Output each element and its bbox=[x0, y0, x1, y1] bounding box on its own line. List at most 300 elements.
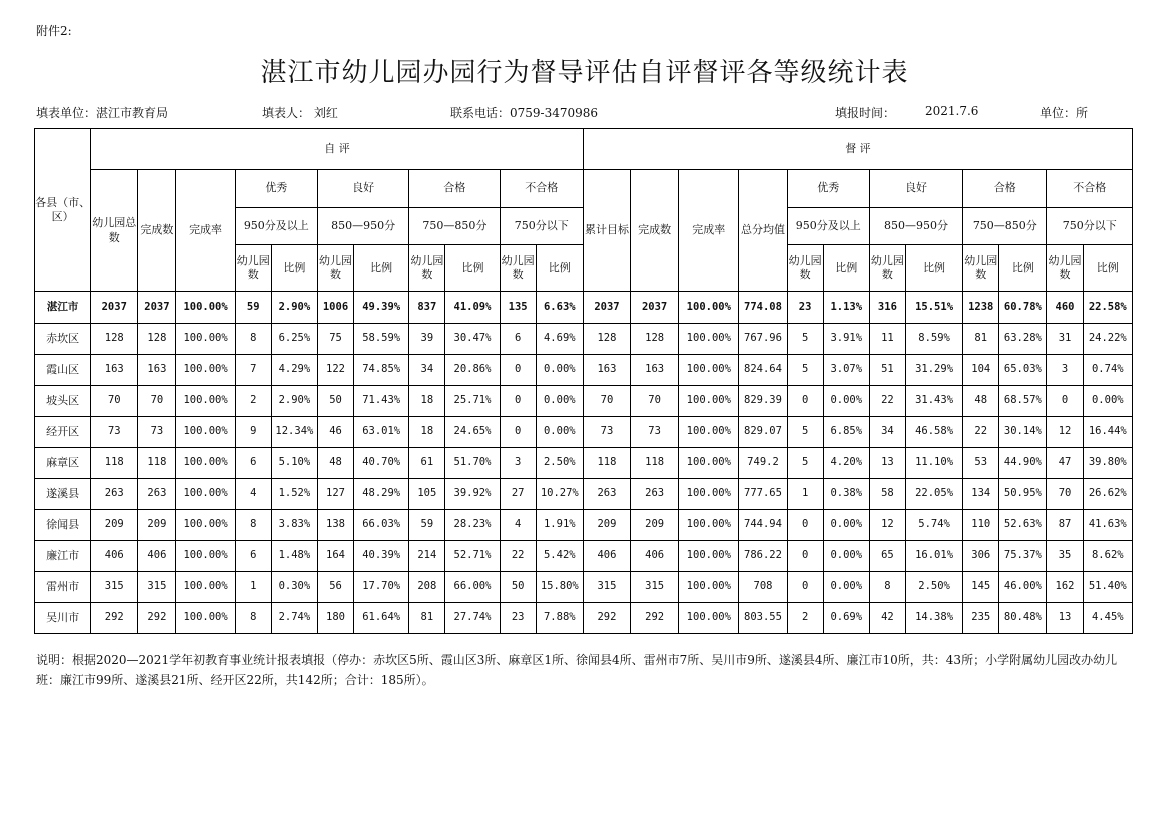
county-name-cell: 遂溪县 bbox=[35, 479, 91, 510]
header-pass: 合格 bbox=[409, 170, 500, 208]
table-cell: 100.00% bbox=[176, 479, 235, 510]
table-cell: 118 bbox=[91, 448, 138, 479]
table-cell: 68.57% bbox=[999, 386, 1047, 417]
county-name-cell: 麻章区 bbox=[35, 448, 91, 479]
table-cell: 7.88% bbox=[536, 603, 583, 634]
table-cell: 263 bbox=[138, 479, 176, 510]
header-ratio: 比例 bbox=[999, 245, 1047, 292]
county-name-cell: 吴川市 bbox=[35, 603, 91, 634]
table-cell: 30.14% bbox=[999, 417, 1047, 448]
header-supervise-completion-rate: 完成率 bbox=[679, 170, 739, 292]
table-cell: 22 bbox=[963, 417, 999, 448]
table-cell: 34 bbox=[869, 417, 905, 448]
header-pass-range: 750—850分 bbox=[409, 208, 500, 245]
table-cell: 292 bbox=[631, 603, 679, 634]
table-cell: 0.38% bbox=[823, 479, 869, 510]
table-cell: 134 bbox=[963, 479, 999, 510]
table-cell: 4.20% bbox=[823, 448, 869, 479]
table-cell: 22 bbox=[500, 541, 536, 572]
table-cell: 51.40% bbox=[1083, 572, 1132, 603]
table-cell: 315 bbox=[583, 572, 630, 603]
table-cell: 406 bbox=[91, 541, 138, 572]
table-cell: 315 bbox=[138, 572, 176, 603]
county-name-cell: 霞山区 bbox=[35, 355, 91, 386]
table-cell: 40.70% bbox=[354, 448, 409, 479]
table-cell: 15.51% bbox=[905, 292, 962, 324]
county-name-cell: 经开区 bbox=[35, 417, 91, 448]
header-kg-count: 幼儿园数 bbox=[869, 245, 905, 292]
table-cell: 1238 bbox=[963, 292, 999, 324]
table-cell: 263 bbox=[91, 479, 138, 510]
header-avg-score: 总分均值 bbox=[739, 170, 787, 292]
table-cell: 3.07% bbox=[823, 355, 869, 386]
table-cell: 209 bbox=[91, 510, 138, 541]
table-cell: 235 bbox=[963, 603, 999, 634]
table-row bbox=[35, 479, 1133, 510]
table-cell: 0.00% bbox=[823, 510, 869, 541]
table-cell: 24.22% bbox=[1083, 324, 1132, 355]
table-cell: 1 bbox=[787, 479, 823, 510]
header-supervise-fail-range: 750分以下 bbox=[1047, 208, 1133, 245]
header-supervise-eval: 督 评 bbox=[583, 129, 1132, 170]
table-cell: 63.01% bbox=[354, 417, 409, 448]
table-cell: 59 bbox=[409, 510, 445, 541]
footnote: 说明：根据2020—2021学年初教育事业统计报表填报（停办：赤坎区5所、霞山区3所、麻章区1所、徐闻县4所、雷州市7所、吴川市9所、遂溪县4所、廉江市10所，共：43所；小学附属幼儿园改办幼儿班：廉江市99所、遂溪县21所、经开区22所，共142所；合计：185所）。 bbox=[36, 653, 1118, 687]
table-cell: 164 bbox=[317, 541, 353, 572]
table-cell: 2.50% bbox=[536, 448, 583, 479]
table-cell: 6 bbox=[235, 541, 271, 572]
header-cumulative-target: 累计目标 bbox=[583, 170, 630, 292]
table-cell: 41.63% bbox=[1083, 510, 1132, 541]
table-cell: 209 bbox=[583, 510, 630, 541]
table-cell: 12 bbox=[1047, 417, 1083, 448]
header-supervise-excellent: 优秀 bbox=[787, 170, 869, 208]
table-cell: 56 bbox=[317, 572, 353, 603]
table-cell: 208 bbox=[409, 572, 445, 603]
table-cell: 180 bbox=[317, 603, 353, 634]
table-cell: 51.70% bbox=[445, 448, 500, 479]
county-name-cell: 湛江市 bbox=[35, 292, 91, 324]
table-cell: 13 bbox=[869, 448, 905, 479]
table-row bbox=[35, 448, 1133, 479]
table-cell: 66.03% bbox=[354, 510, 409, 541]
table-cell: 0.00% bbox=[536, 355, 583, 386]
table-cell: 0 bbox=[787, 386, 823, 417]
table-cell: 24.65% bbox=[445, 417, 500, 448]
table-cell: 4 bbox=[235, 479, 271, 510]
table-cell: 0.30% bbox=[271, 572, 317, 603]
table-row bbox=[35, 324, 1133, 355]
table-cell: 105 bbox=[409, 479, 445, 510]
table-cell: 292 bbox=[583, 603, 630, 634]
table-cell: 128 bbox=[583, 324, 630, 355]
table-cell: 23 bbox=[500, 603, 536, 634]
table-cell: 315 bbox=[631, 572, 679, 603]
table-cell: 2.90% bbox=[271, 292, 317, 324]
table-cell: 14.38% bbox=[905, 603, 962, 634]
table-cell: 65.03% bbox=[999, 355, 1047, 386]
table-cell: 0.00% bbox=[823, 541, 869, 572]
table-cell: 5 bbox=[787, 417, 823, 448]
table-cell: 2 bbox=[235, 386, 271, 417]
table-cell: 2037 bbox=[91, 292, 138, 324]
table-cell: 50 bbox=[317, 386, 353, 417]
table-cell: 708 bbox=[739, 572, 787, 603]
table-cell: 8 bbox=[235, 603, 271, 634]
table-cell: 81 bbox=[963, 324, 999, 355]
table-cell: 4.69% bbox=[536, 324, 583, 355]
header-kg-count: 幼儿园数 bbox=[409, 245, 445, 292]
table-cell: 75 bbox=[317, 324, 353, 355]
table-cell: 9 bbox=[235, 417, 271, 448]
header-good-range: 850—950分 bbox=[317, 208, 408, 245]
table-row bbox=[35, 572, 1133, 603]
table-cell: 0.00% bbox=[536, 417, 583, 448]
table-cell: 100.00% bbox=[679, 386, 739, 417]
table-cell: 3.91% bbox=[823, 324, 869, 355]
table-cell: 209 bbox=[631, 510, 679, 541]
table-cell: 4.29% bbox=[271, 355, 317, 386]
table-cell: 48.29% bbox=[354, 479, 409, 510]
table-cell: 0 bbox=[1047, 386, 1083, 417]
table-cell: 0 bbox=[500, 417, 536, 448]
table-row bbox=[35, 603, 1133, 634]
table-cell: 5 bbox=[787, 448, 823, 479]
table-cell: 81 bbox=[409, 603, 445, 634]
header-supervise-completed: 完成数 bbox=[631, 170, 679, 292]
page-title: 湛江市幼儿园办园行为督导评估自评督评各等级统计表 bbox=[260, 58, 909, 88]
table-cell: 73 bbox=[91, 417, 138, 448]
table-cell: 27 bbox=[500, 479, 536, 510]
table-cell: 48 bbox=[963, 386, 999, 417]
county-name-cell: 坡头区 bbox=[35, 386, 91, 417]
table-cell: 460 bbox=[1047, 292, 1083, 324]
table-cell: 263 bbox=[631, 479, 679, 510]
table-cell: 6.25% bbox=[271, 324, 317, 355]
table-cell: 406 bbox=[583, 541, 630, 572]
table-cell: 0 bbox=[500, 355, 536, 386]
table-cell: 48 bbox=[317, 448, 353, 479]
table-cell: 10.27% bbox=[536, 479, 583, 510]
table-cell: 12 bbox=[869, 510, 905, 541]
header-excellent-range: 950分及以上 bbox=[235, 208, 317, 245]
header-kg-count: 幼儿园数 bbox=[500, 245, 536, 292]
table-cell: 0.74% bbox=[1083, 355, 1132, 386]
header-good: 良好 bbox=[317, 170, 408, 208]
header-supervise-pass-range: 750—850分 bbox=[963, 208, 1047, 245]
table-cell: 71.43% bbox=[354, 386, 409, 417]
table-cell: 73 bbox=[583, 417, 630, 448]
table-cell: 5.74% bbox=[905, 510, 962, 541]
table-cell: 39.80% bbox=[1083, 448, 1132, 479]
table-total-row bbox=[35, 292, 1133, 324]
table-cell: 100.00% bbox=[176, 417, 235, 448]
statistics-table bbox=[34, 128, 1133, 634]
header-supervise-good: 良好 bbox=[869, 170, 962, 208]
table-cell: 316 bbox=[869, 292, 905, 324]
table-cell: 40.39% bbox=[354, 541, 409, 572]
table-cell: 100.00% bbox=[176, 324, 235, 355]
fill-unit: 填表单位：湛江市教育局 bbox=[36, 106, 169, 120]
header-supervise-pass: 合格 bbox=[963, 170, 1047, 208]
header-ratio: 比例 bbox=[823, 245, 869, 292]
header-ratio: 比例 bbox=[1083, 245, 1132, 292]
table-cell: 5 bbox=[787, 355, 823, 386]
table-cell: 100.00% bbox=[176, 541, 235, 572]
table-cell: 2.74% bbox=[271, 603, 317, 634]
table-cell: 163 bbox=[583, 355, 630, 386]
attachment-label: 附件2: bbox=[36, 24, 72, 38]
header-kg-count: 幼儿园数 bbox=[235, 245, 271, 292]
header-supervise-fail: 不合格 bbox=[1047, 170, 1133, 208]
header-supervise-good-range: 850—950分 bbox=[869, 208, 962, 245]
table-cell: 13 bbox=[1047, 603, 1083, 634]
table-cell: 75.37% bbox=[999, 541, 1047, 572]
table-cell: 6.85% bbox=[823, 417, 869, 448]
table-cell: 23 bbox=[787, 292, 823, 324]
table-cell: 4 bbox=[500, 510, 536, 541]
table-cell: 0.00% bbox=[1083, 386, 1132, 417]
table-cell: 20.86% bbox=[445, 355, 500, 386]
header-ratio: 比例 bbox=[536, 245, 583, 292]
table-cell: 749.2 bbox=[739, 448, 787, 479]
county-name-cell: 徐闻县 bbox=[35, 510, 91, 541]
table-cell: 39.92% bbox=[445, 479, 500, 510]
table-cell: 8 bbox=[235, 510, 271, 541]
table-cell: 100.00% bbox=[679, 448, 739, 479]
table-cell: 100.00% bbox=[176, 292, 235, 324]
table-cell: 6 bbox=[500, 324, 536, 355]
table-cell: 292 bbox=[91, 603, 138, 634]
table-cell: 11 bbox=[869, 324, 905, 355]
table-cell: 70 bbox=[138, 386, 176, 417]
table-cell: 41.09% bbox=[445, 292, 500, 324]
table-cell: 63.28% bbox=[999, 324, 1047, 355]
fill-date-label: 填报时间： bbox=[835, 106, 896, 120]
table-cell: 100.00% bbox=[679, 292, 739, 324]
table-cell: 60.78% bbox=[999, 292, 1047, 324]
table-cell: 74.85% bbox=[354, 355, 409, 386]
table-cell: 17.70% bbox=[354, 572, 409, 603]
table-cell: 100.00% bbox=[679, 479, 739, 510]
table-cell: 70 bbox=[631, 386, 679, 417]
table-cell: 8 bbox=[235, 324, 271, 355]
table-cell: 829.39 bbox=[739, 386, 787, 417]
table-cell: 58 bbox=[869, 479, 905, 510]
table-cell: 118 bbox=[138, 448, 176, 479]
table-cell: 1.13% bbox=[823, 292, 869, 324]
table-cell: 31.29% bbox=[905, 355, 962, 386]
table-cell: 110 bbox=[963, 510, 999, 541]
table-cell: 5 bbox=[787, 324, 823, 355]
table-cell: 122 bbox=[317, 355, 353, 386]
table-cell: 6.63% bbox=[536, 292, 583, 324]
fill-date: 2021.7.6 bbox=[925, 104, 979, 118]
table-cell: 127 bbox=[317, 479, 353, 510]
table-cell: 44.90% bbox=[999, 448, 1047, 479]
table-row bbox=[35, 417, 1133, 448]
table-cell: 138 bbox=[317, 510, 353, 541]
table-cell: 22 bbox=[869, 386, 905, 417]
table-cell: 163 bbox=[91, 355, 138, 386]
table-cell: 0.69% bbox=[823, 603, 869, 634]
table-cell: 214 bbox=[409, 541, 445, 572]
header-county: 各县（市、区） bbox=[35, 129, 91, 292]
table-cell: 28.23% bbox=[445, 510, 500, 541]
table-cell: 163 bbox=[138, 355, 176, 386]
county-name-cell: 雷州市 bbox=[35, 572, 91, 603]
county-name-cell: 赤坎区 bbox=[35, 324, 91, 355]
table-cell: 70 bbox=[583, 386, 630, 417]
header-supervise-excellent-range: 950分及以上 bbox=[787, 208, 869, 245]
table-cell: 11.10% bbox=[905, 448, 962, 479]
table-cell: 100.00% bbox=[679, 417, 739, 448]
table-cell: 34 bbox=[409, 355, 445, 386]
table-row bbox=[35, 386, 1133, 417]
table-cell: 50 bbox=[500, 572, 536, 603]
table-cell: 12.34% bbox=[271, 417, 317, 448]
table-cell: 22.58% bbox=[1083, 292, 1132, 324]
table-cell: 0 bbox=[787, 510, 823, 541]
table-cell: 0.00% bbox=[536, 386, 583, 417]
header-kg-count: 幼儿园数 bbox=[1047, 245, 1083, 292]
table-cell: 162 bbox=[1047, 572, 1083, 603]
table-cell: 3.83% bbox=[271, 510, 317, 541]
table-cell: 1 bbox=[235, 572, 271, 603]
table-cell: 777.65 bbox=[739, 479, 787, 510]
table-cell: 5.10% bbox=[271, 448, 317, 479]
contact-phone: 联系电话：0759-3470986 bbox=[450, 106, 599, 120]
table-cell: 26.62% bbox=[1083, 479, 1132, 510]
header-fail-range: 750分以下 bbox=[500, 208, 583, 245]
table-cell: 2 bbox=[787, 603, 823, 634]
table-cell: 16.44% bbox=[1083, 417, 1132, 448]
table-cell: 1006 bbox=[317, 292, 353, 324]
table-cell: 31.43% bbox=[905, 386, 962, 417]
table-cell: 100.00% bbox=[176, 448, 235, 479]
table-cell: 6 bbox=[235, 448, 271, 479]
table-cell: 100.00% bbox=[176, 355, 235, 386]
table-cell: 0.00% bbox=[823, 386, 869, 417]
measure-unit: 单位：所 bbox=[1040, 106, 1089, 120]
table-cell: 3 bbox=[500, 448, 536, 479]
table-cell: 306 bbox=[963, 541, 999, 572]
table-cell: 0 bbox=[500, 386, 536, 417]
table-cell: 8 bbox=[869, 572, 905, 603]
table-cell: 58.59% bbox=[354, 324, 409, 355]
table-cell: 47 bbox=[1047, 448, 1083, 479]
header-completion-rate: 完成率 bbox=[176, 170, 235, 292]
table-cell: 118 bbox=[583, 448, 630, 479]
table-cell: 128 bbox=[631, 324, 679, 355]
table-cell: 31 bbox=[1047, 324, 1083, 355]
table-cell: 27.74% bbox=[445, 603, 500, 634]
header-kg-count: 幼儿园数 bbox=[317, 245, 353, 292]
table-cell: 66.00% bbox=[445, 572, 500, 603]
table-cell: 100.00% bbox=[176, 510, 235, 541]
filler-name: 填表人： 刘红 bbox=[262, 106, 338, 120]
table-cell: 0 bbox=[787, 572, 823, 603]
table-cell: 25.71% bbox=[445, 386, 500, 417]
table-cell: 118 bbox=[631, 448, 679, 479]
header-completed: 完成数 bbox=[138, 170, 176, 292]
table-cell: 53 bbox=[963, 448, 999, 479]
table-cell: 100.00% bbox=[679, 572, 739, 603]
table-cell: 5.42% bbox=[536, 541, 583, 572]
table-cell: 22.05% bbox=[905, 479, 962, 510]
table-cell: 824.64 bbox=[739, 355, 787, 386]
table-cell: 100.00% bbox=[679, 603, 739, 634]
table-cell: 1.91% bbox=[536, 510, 583, 541]
table-cell: 39 bbox=[409, 324, 445, 355]
table-cell: 315 bbox=[91, 572, 138, 603]
table-cell: 2037 bbox=[583, 292, 630, 324]
table-cell: 292 bbox=[138, 603, 176, 634]
table-cell: 128 bbox=[91, 324, 138, 355]
table-row bbox=[35, 541, 1133, 572]
table-cell: 2.50% bbox=[905, 572, 962, 603]
table-cell: 803.55 bbox=[739, 603, 787, 634]
header-fail: 不合格 bbox=[500, 170, 583, 208]
table-cell: 51 bbox=[869, 355, 905, 386]
table-cell: 46.58% bbox=[905, 417, 962, 448]
table-row bbox=[35, 510, 1133, 541]
table-cell: 104 bbox=[963, 355, 999, 386]
table-cell: 7 bbox=[235, 355, 271, 386]
table-cell: 59 bbox=[235, 292, 271, 324]
table-cell: 744.94 bbox=[739, 510, 787, 541]
table-cell: 70 bbox=[1047, 479, 1083, 510]
table-cell: 18 bbox=[409, 417, 445, 448]
table-cell: 163 bbox=[631, 355, 679, 386]
table-cell: 52.71% bbox=[445, 541, 500, 572]
table-cell: 837 bbox=[409, 292, 445, 324]
table-cell: 73 bbox=[138, 417, 176, 448]
table-cell: 100.00% bbox=[679, 324, 739, 355]
table-cell: 49.39% bbox=[354, 292, 409, 324]
header-kg-count: 幼儿园数 bbox=[963, 245, 999, 292]
header-ratio: 比例 bbox=[354, 245, 409, 292]
table-cell: 2.90% bbox=[271, 386, 317, 417]
table-cell: 829.07 bbox=[739, 417, 787, 448]
table-cell: 4.45% bbox=[1083, 603, 1132, 634]
table-cell: 209 bbox=[138, 510, 176, 541]
table-cell: 15.80% bbox=[536, 572, 583, 603]
table-cell: 100.00% bbox=[176, 386, 235, 417]
table-cell: 406 bbox=[138, 541, 176, 572]
table-cell: 61.64% bbox=[354, 603, 409, 634]
table-cell: 8.59% bbox=[905, 324, 962, 355]
table-cell: 786.22 bbox=[739, 541, 787, 572]
table-cell: 52.63% bbox=[999, 510, 1047, 541]
county-name-cell: 廉江市 bbox=[35, 541, 91, 572]
table-cell: 65 bbox=[869, 541, 905, 572]
table-cell: 73 bbox=[631, 417, 679, 448]
table-cell: 3 bbox=[1047, 355, 1083, 386]
table-cell: 2037 bbox=[631, 292, 679, 324]
table-cell: 145 bbox=[963, 572, 999, 603]
table-cell: 263 bbox=[583, 479, 630, 510]
header-ratio: 比例 bbox=[905, 245, 962, 292]
header-ratio: 比例 bbox=[445, 245, 500, 292]
header-kg-count: 幼儿园数 bbox=[787, 245, 823, 292]
table-cell: 1.52% bbox=[271, 479, 317, 510]
header-total-kg: 幼儿园总数 bbox=[91, 170, 138, 292]
table-cell: 35 bbox=[1047, 541, 1083, 572]
table-cell: 70 bbox=[91, 386, 138, 417]
table-cell: 100.00% bbox=[679, 355, 739, 386]
table-cell: 767.96 bbox=[739, 324, 787, 355]
